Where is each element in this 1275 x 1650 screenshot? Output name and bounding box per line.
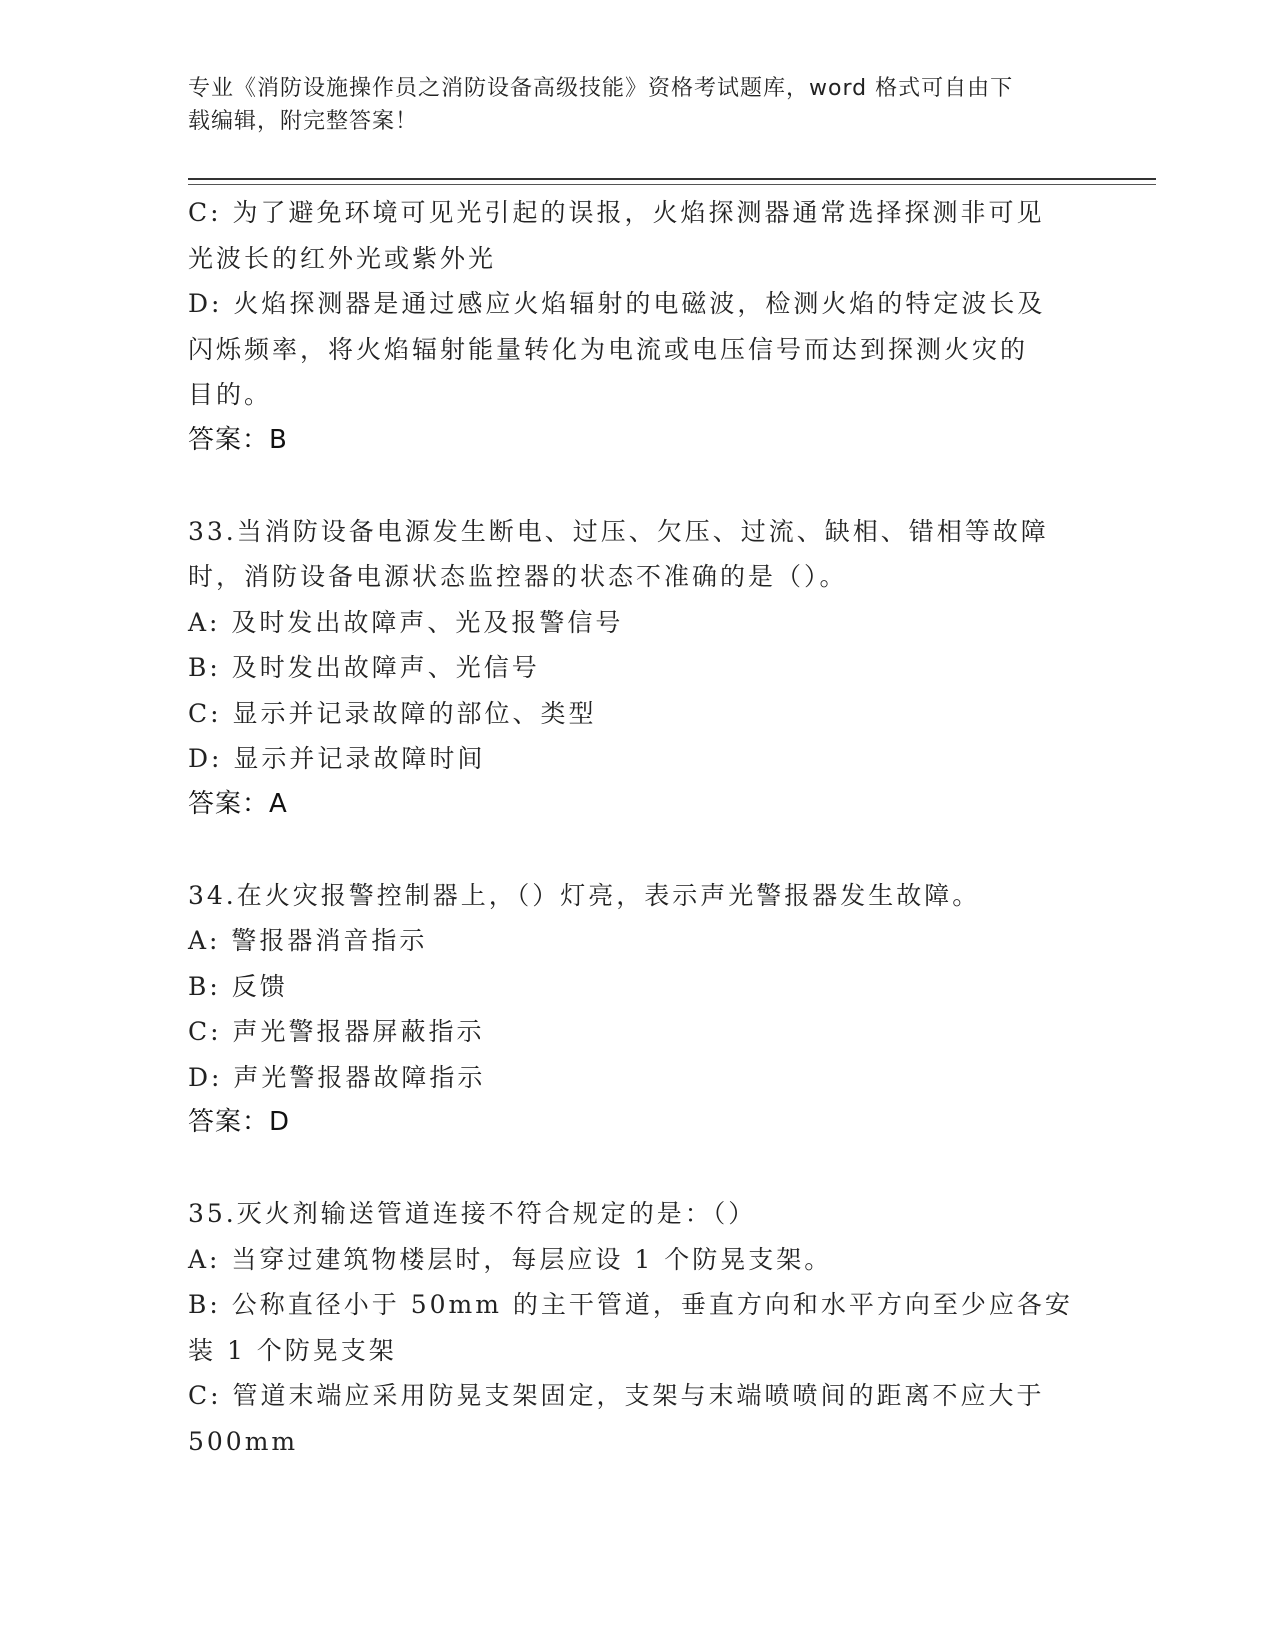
question-32: [188, 190, 1088, 463]
answer-32: 答案：B: [188, 424, 288, 455]
question-stem-line-2: 时，消防设备电源状态监控器的状态不准确的是（）。: [188, 562, 848, 591]
option-c-line-2: 光波长的红外光或紫外光: [188, 243, 497, 273]
option-b-line-2: 装 1 个防晃支架: [188, 1335, 397, 1365]
question-stem: 34.在火灾报警控制器上，（）灯亮，表示声光警报器发生故障。: [188, 880, 981, 910]
option-c-line-1: C: 为了避免环境可见光引起的误报，火焰探测器通常选择探测非可见: [188, 198, 1045, 227]
document-header: [188, 72, 1088, 138]
header-line-2: 载编辑，附完整答案！: [188, 109, 419, 134]
header-divider-thin: [188, 184, 1156, 185]
option-b-line-1: B: 公称直径小于 50mm 的主干管道，垂直方向和水平方向至少应各安: [188, 1290, 1073, 1319]
option-d: D: 声光警报器故障指示: [188, 1062, 486, 1092]
question-stem-line-1: 33.当消防设备电源发生断电、过压、欠压、过流、缺相、错相等故障: [188, 516, 1049, 546]
option-c-line-2: 500mm: [188, 1426, 299, 1456]
answer-33: 答案：A: [188, 788, 288, 819]
question-34: [188, 873, 1088, 1146]
option-b: B: 及时发出故障声、光信号: [188, 653, 540, 682]
option-a: A: 当穿过建筑物楼层时，每层应设 1 个防晃支架。: [188, 1244, 833, 1274]
answer-34: 答案：D: [188, 1107, 291, 1137]
option-c: C: 声光警报器屏蔽指示: [188, 1017, 485, 1046]
spacer: [188, 463, 1088, 509]
option-c: C: 显示并记录故障的部位、类型: [188, 698, 597, 728]
option-a: A: 警报器消音指示: [188, 926, 428, 955]
option-d: D: 显示并记录故障时间: [188, 744, 486, 773]
option-a: A: 及时发出故障声、光及报警信号: [188, 607, 624, 637]
option-b: B: 反馈: [188, 971, 288, 1001]
option-d-line-1: D: 火焰探测器是通过感应火焰辐射的电磁波，检测火焰的特定波长及: [188, 289, 1046, 318]
question-33: [188, 509, 1088, 828]
header-line-1: 专业《消防设施操作员之消防设备高级技能》资格考试题库，word 格式可自由下: [188, 76, 1014, 101]
option-d-line-3: 目的。: [188, 380, 273, 409]
question-content: [188, 190, 1088, 1464]
header-divider-thick: [188, 178, 1156, 180]
question-35: [188, 1191, 1088, 1464]
spacer: [188, 1146, 1088, 1192]
option-d-line-2: 闪烁频率，将火焰辐射能量转化为电流或电压信号而达到探测火灾的: [188, 334, 1029, 364]
option-c-line-1: C: 管道末端应采用防晃支架固定，支架与末端喷喷间的距离不应大于: [188, 1381, 1045, 1410]
spacer: [188, 827, 1088, 873]
question-stem: 35.灭火剂输送管道连接不符合规定的是：（）: [188, 1199, 757, 1228]
